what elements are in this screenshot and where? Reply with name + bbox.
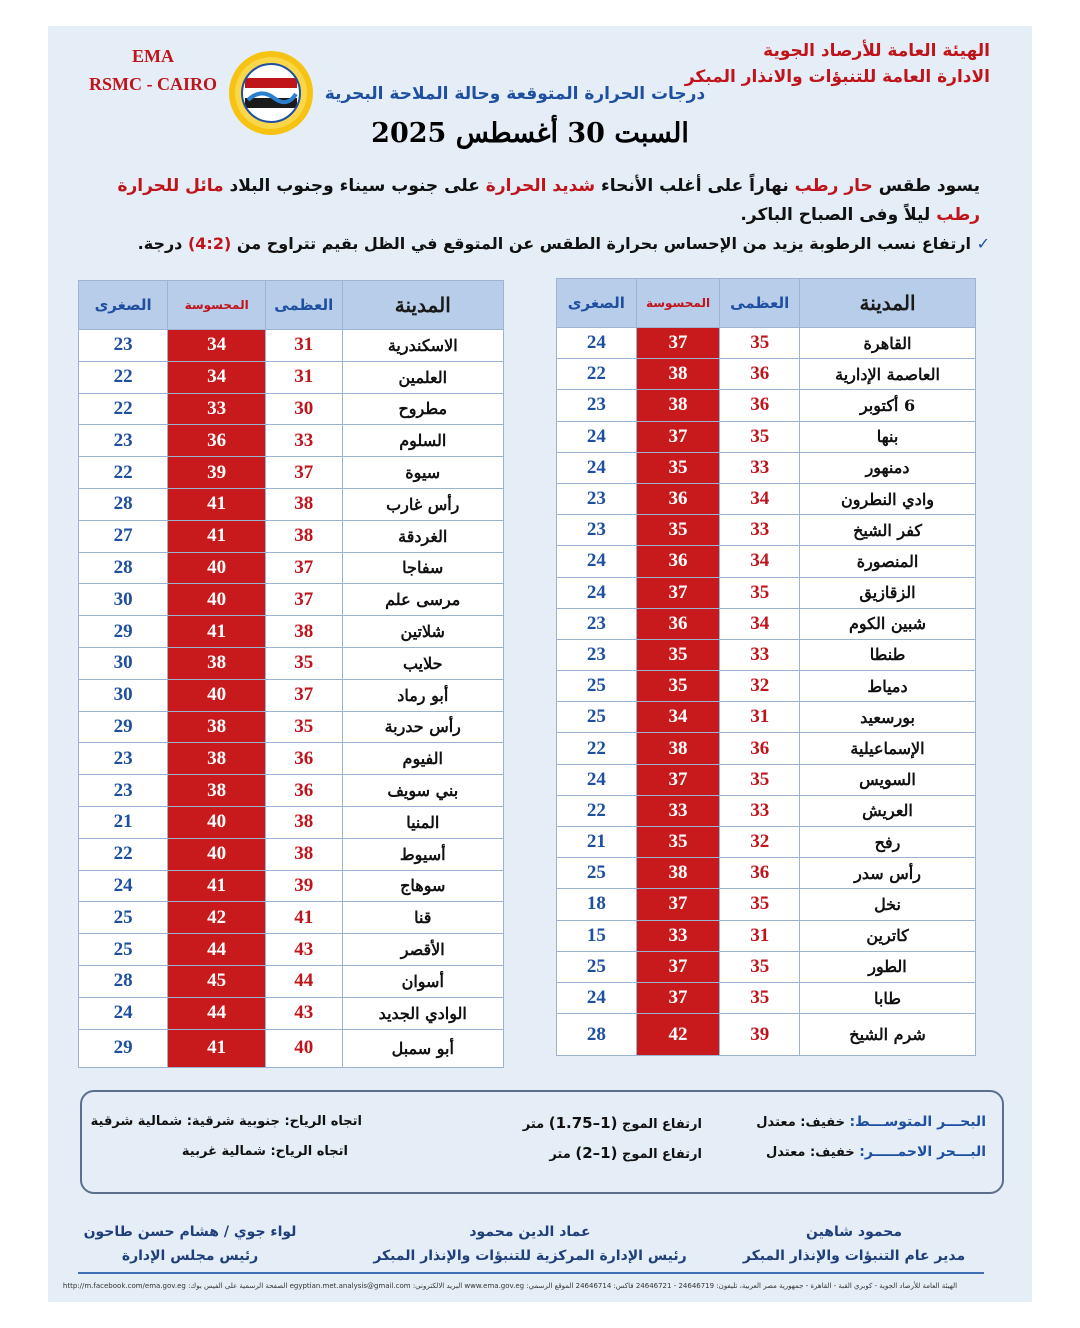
med-wave-unit: متر bbox=[522, 1117, 545, 1132]
max-temp-cell: 37 bbox=[266, 584, 343, 616]
feels-like-cell: 36 bbox=[636, 546, 720, 577]
max-temp-cell: 39 bbox=[720, 1014, 800, 1056]
red-wind: اتجاه الرياح: شمالية غربية bbox=[181, 1144, 348, 1159]
org-name bbox=[590, 38, 990, 90]
city-cell: بني سويف bbox=[342, 775, 504, 807]
city-cell: وادي النطرون bbox=[800, 483, 976, 514]
city-cell: نخل bbox=[800, 889, 976, 920]
min-temp-cell: 24 bbox=[557, 982, 637, 1013]
feels-like-cell: 35 bbox=[636, 639, 720, 670]
med-sea-name: البحـــر المتوســـط: bbox=[849, 1114, 986, 1130]
table-row bbox=[79, 1029, 504, 1067]
feels-like-cell: 37 bbox=[636, 982, 720, 1013]
max-temp-cell: 39 bbox=[266, 870, 343, 902]
signature-name: عماد الدين محمود bbox=[469, 1224, 591, 1240]
table-row bbox=[79, 393, 504, 425]
max-temp-cell: 33 bbox=[266, 425, 343, 457]
max-temp-cell: 38 bbox=[266, 488, 343, 520]
table-row bbox=[557, 515, 976, 546]
header-city: المدينة bbox=[342, 281, 504, 330]
note-text: درجة. bbox=[137, 234, 188, 253]
header-max: العظمى bbox=[266, 281, 343, 330]
table-row bbox=[79, 997, 504, 1029]
max-temp-cell: 35 bbox=[720, 328, 800, 359]
feels-like-cell: 44 bbox=[168, 934, 266, 966]
table-row bbox=[79, 520, 504, 552]
min-temp-cell: 24 bbox=[557, 546, 637, 577]
feels-like-cell: 37 bbox=[636, 764, 720, 795]
city-cell: الإسماعيلية bbox=[800, 733, 976, 764]
min-temp-cell: 28 bbox=[79, 488, 168, 520]
max-temp-cell: 36 bbox=[720, 733, 800, 764]
rsmc-center: RSMC - CAIRO bbox=[89, 74, 217, 94]
max-temp-cell: 36 bbox=[720, 359, 800, 390]
header-city: المدينة bbox=[800, 279, 976, 328]
feels-like-cell: 35 bbox=[636, 827, 720, 858]
min-temp-cell: 23 bbox=[79, 743, 168, 775]
max-temp-cell: 32 bbox=[720, 827, 800, 858]
feels-like-cell: 39 bbox=[168, 457, 266, 489]
min-temp-cell: 25 bbox=[557, 671, 637, 702]
header-max: العظمى bbox=[720, 279, 800, 328]
temperature-table-left bbox=[78, 280, 504, 1068]
city-cell: قنا bbox=[342, 902, 504, 934]
feels-like-cell: 40 bbox=[168, 552, 266, 584]
max-temp-cell: 31 bbox=[266, 330, 343, 362]
feels-like-cell: 34 bbox=[168, 330, 266, 362]
table-row bbox=[557, 390, 976, 421]
table-row bbox=[557, 982, 976, 1013]
table-header-row bbox=[79, 281, 504, 330]
feels-like-cell: 34 bbox=[168, 361, 266, 393]
table-row bbox=[79, 838, 504, 870]
min-temp-cell: 24 bbox=[79, 997, 168, 1029]
table-row bbox=[557, 577, 976, 608]
max-temp-cell: 31 bbox=[720, 702, 800, 733]
ema-logo-icon bbox=[226, 48, 316, 138]
min-temp-cell: 22 bbox=[79, 457, 168, 489]
table-header-row bbox=[557, 279, 976, 328]
table-row bbox=[557, 827, 976, 858]
feels-like-cell: 38 bbox=[168, 647, 266, 679]
min-temp-cell: 28 bbox=[79, 552, 168, 584]
table-row bbox=[79, 457, 504, 489]
feels-like-cell: 33 bbox=[636, 795, 720, 826]
max-temp-cell: 36 bbox=[266, 743, 343, 775]
city-cell: العاصمة الإدارية bbox=[800, 359, 976, 390]
max-temp-cell: 35 bbox=[720, 421, 800, 452]
city-cell: سفاجا bbox=[342, 552, 504, 584]
feels-like-cell: 33 bbox=[636, 920, 720, 951]
feels-like-cell: 35 bbox=[636, 452, 720, 483]
max-temp-cell: 38 bbox=[266, 520, 343, 552]
max-temp-cell: 34 bbox=[720, 483, 800, 514]
header-feels: المحسوسة bbox=[168, 281, 266, 330]
table-row bbox=[557, 702, 976, 733]
check-icon: ✓ bbox=[976, 234, 990, 253]
max-temp-cell: 35 bbox=[720, 764, 800, 795]
max-temp-cell: 33 bbox=[720, 452, 800, 483]
red-wave-unit: متر bbox=[549, 1147, 571, 1162]
table-row bbox=[557, 1014, 976, 1056]
city-cell: العريش bbox=[800, 795, 976, 826]
min-temp-cell: 24 bbox=[557, 577, 637, 608]
feels-like-cell: 38 bbox=[636, 359, 720, 390]
signature-title: رئيس مجلس الإدارة bbox=[121, 1248, 259, 1264]
red-wave bbox=[549, 1144, 702, 1162]
city-cell: القاهرة bbox=[800, 328, 976, 359]
city-cell: شرم الشيخ bbox=[800, 1014, 976, 1056]
table-row bbox=[79, 934, 504, 966]
table-row bbox=[79, 743, 504, 775]
min-temp-cell: 28 bbox=[557, 1014, 637, 1056]
city-cell: رفح bbox=[800, 827, 976, 858]
city-cell: رأس سدر bbox=[800, 858, 976, 889]
red-wave-label: ارتفاع الموج bbox=[621, 1147, 702, 1162]
feels-like-cell: 41 bbox=[168, 1029, 266, 1067]
feels-like-cell: 36 bbox=[168, 425, 266, 457]
max-temp-cell: 35 bbox=[720, 951, 800, 982]
feels-like-cell: 40 bbox=[168, 679, 266, 711]
feels-like-cell: 35 bbox=[636, 671, 720, 702]
city-cell: المنيا bbox=[342, 806, 504, 838]
city-cell: الطور bbox=[800, 951, 976, 982]
city-cell: أسيوط bbox=[342, 838, 504, 870]
city-cell: الأقصر bbox=[342, 934, 504, 966]
city-cell: رأس غارب bbox=[342, 488, 504, 520]
min-temp-cell: 21 bbox=[557, 827, 637, 858]
weather-summary bbox=[100, 172, 980, 230]
max-temp-cell: 30 bbox=[266, 393, 343, 425]
org-name-line1: الهيئة العامة للأرصاد الجوية bbox=[763, 41, 990, 61]
feels-like-cell: 42 bbox=[168, 902, 266, 934]
min-temp-cell: 23 bbox=[557, 639, 637, 670]
summary-highlight: شديد الحرارة bbox=[485, 176, 596, 196]
max-temp-cell: 40 bbox=[266, 1029, 343, 1067]
table-row bbox=[557, 795, 976, 826]
min-temp-cell: 30 bbox=[79, 647, 168, 679]
table-row bbox=[79, 330, 504, 362]
ema-label bbox=[58, 42, 248, 98]
city-cell: شبين الكوم bbox=[800, 608, 976, 639]
min-temp-cell: 29 bbox=[79, 1029, 168, 1067]
table-row bbox=[557, 951, 976, 982]
table-row bbox=[79, 679, 504, 711]
table-row bbox=[79, 425, 504, 457]
table-row bbox=[557, 328, 976, 359]
table-row bbox=[79, 616, 504, 648]
red-wave-value: (1–2) bbox=[575, 1144, 618, 1162]
table-row bbox=[79, 870, 504, 902]
max-temp-cell: 35 bbox=[720, 889, 800, 920]
table-row bbox=[557, 920, 976, 951]
table-row bbox=[557, 858, 976, 889]
max-temp-cell: 38 bbox=[266, 616, 343, 648]
signature-central-director bbox=[370, 1220, 690, 1268]
min-temp-cell: 30 bbox=[79, 584, 168, 616]
feels-like-cell: 36 bbox=[636, 483, 720, 514]
table-row bbox=[557, 608, 976, 639]
min-temp-cell: 23 bbox=[79, 425, 168, 457]
note-range: (4:2) bbox=[187, 234, 232, 253]
max-temp-cell: 33 bbox=[720, 515, 800, 546]
max-temp-cell: 32 bbox=[720, 671, 800, 702]
max-temp-cell: 36 bbox=[266, 775, 343, 807]
min-temp-cell: 24 bbox=[557, 452, 637, 483]
table-row bbox=[557, 359, 976, 390]
humidity-note bbox=[100, 234, 990, 253]
max-temp-cell: 43 bbox=[266, 997, 343, 1029]
max-temp-cell: 41 bbox=[266, 902, 343, 934]
city-cell: سيوة bbox=[342, 457, 504, 489]
city-cell: طابا bbox=[800, 982, 976, 1013]
feels-like-cell: 38 bbox=[168, 743, 266, 775]
feels-like-cell: 41 bbox=[168, 616, 266, 648]
feels-like-cell: 38 bbox=[636, 390, 720, 421]
city-cell: السلوم bbox=[342, 425, 504, 457]
feels-like-cell: 36 bbox=[636, 608, 720, 639]
min-temp-cell: 22 bbox=[557, 733, 637, 764]
feels-like-cell: 37 bbox=[636, 951, 720, 982]
footer-contact: الهيئة العامة للأرصاد الجوية - كوبري القبة - القاهرة - جمهورية مصر العربية، تليفون: 24646719 - 24646721 فاكس: 24646714 الموقع الرسمي: www.ema.gov.eg البريد الالكتروني: egyptian.met.analysis@gmail.com الصفحة الرسمية على الفيس بوك: http://m.facebook.com/ema.gov.eg bbox=[62, 1282, 958, 1290]
max-temp-cell: 34 bbox=[720, 546, 800, 577]
city-cell: أبو سمبل bbox=[342, 1029, 504, 1067]
table-row bbox=[79, 806, 504, 838]
max-temp-cell: 35 bbox=[720, 982, 800, 1013]
city-cell: أبو رماد bbox=[342, 679, 504, 711]
table-row bbox=[557, 671, 976, 702]
min-temp-cell: 23 bbox=[557, 483, 637, 514]
city-cell: العلمين bbox=[342, 361, 504, 393]
feels-like-cell: 33 bbox=[168, 393, 266, 425]
header-feels: المحسوسة bbox=[636, 279, 720, 328]
table-row bbox=[79, 361, 504, 393]
city-cell: الوادي الجديد bbox=[342, 997, 504, 1029]
city-cell: الزقازيق bbox=[800, 577, 976, 608]
min-temp-cell: 29 bbox=[79, 711, 168, 743]
table-row bbox=[557, 483, 976, 514]
feels-like-cell: 41 bbox=[168, 870, 266, 902]
min-temp-cell: 30 bbox=[79, 679, 168, 711]
max-temp-cell: 34 bbox=[720, 608, 800, 639]
med-sea-state bbox=[756, 1114, 986, 1130]
table-row bbox=[557, 764, 976, 795]
footer-divider bbox=[78, 1272, 984, 1274]
max-temp-cell: 35 bbox=[720, 577, 800, 608]
max-temp-cell: 31 bbox=[266, 361, 343, 393]
table-row bbox=[79, 552, 504, 584]
summary-part: على جنوب سيناء وجنوب البلاد bbox=[223, 176, 486, 196]
table-row bbox=[557, 421, 976, 452]
summary-part: ليلاً وفى الصباح الباكر. bbox=[740, 205, 937, 225]
city-cell: الغردقة bbox=[342, 520, 504, 552]
feels-like-cell: 45 bbox=[168, 965, 266, 997]
city-cell: دمياط bbox=[800, 671, 976, 702]
max-temp-cell: 38 bbox=[266, 838, 343, 870]
feels-like-cell: 38 bbox=[636, 733, 720, 764]
feels-like-cell: 38 bbox=[636, 858, 720, 889]
table-row bbox=[79, 775, 504, 807]
table-row bbox=[557, 733, 976, 764]
red-sea-condition: خفيف: معتدل bbox=[766, 1145, 855, 1160]
city-cell: شلاتين bbox=[342, 616, 504, 648]
feels-like-cell: 35 bbox=[636, 515, 720, 546]
max-temp-cell: 33 bbox=[720, 639, 800, 670]
min-temp-cell: 24 bbox=[557, 421, 637, 452]
signature-name: محمود شاهين bbox=[805, 1224, 903, 1240]
min-temp-cell: 18 bbox=[557, 889, 637, 920]
summary-part: نهاراً على أغلب الأنحاء bbox=[595, 176, 795, 196]
org-short: EMA bbox=[132, 46, 174, 66]
city-cell: أسوان bbox=[342, 965, 504, 997]
table-row bbox=[79, 965, 504, 997]
bulletin-date: السبت 30 أغسطس 2025 bbox=[371, 118, 689, 149]
red-sea-state bbox=[766, 1144, 986, 1160]
min-temp-cell: 23 bbox=[557, 390, 637, 421]
med-wave-label: ارتفاع الموج bbox=[621, 1117, 702, 1132]
min-temp-cell: 22 bbox=[557, 359, 637, 390]
temperature-table-right bbox=[556, 278, 976, 1056]
min-temp-cell: 23 bbox=[557, 608, 637, 639]
max-temp-cell: 37 bbox=[266, 552, 343, 584]
marine-box bbox=[80, 1090, 1004, 1194]
table-row bbox=[557, 546, 976, 577]
feels-like-cell: 41 bbox=[168, 488, 266, 520]
table-row bbox=[557, 889, 976, 920]
min-temp-cell: 21 bbox=[79, 806, 168, 838]
signature-name: لواء جوي / هشام حسن طاحون bbox=[83, 1224, 297, 1240]
max-temp-cell: 36 bbox=[720, 390, 800, 421]
max-temp-cell: 44 bbox=[266, 965, 343, 997]
max-temp-cell: 37 bbox=[266, 457, 343, 489]
max-temp-cell: 37 bbox=[266, 679, 343, 711]
city-cell: الفيوم bbox=[342, 743, 504, 775]
feels-like-cell: 40 bbox=[168, 584, 266, 616]
city-cell: مرسى علم bbox=[342, 584, 504, 616]
max-temp-cell: 33 bbox=[720, 795, 800, 826]
header-min: الصغرى bbox=[557, 279, 637, 328]
max-temp-cell: 31 bbox=[720, 920, 800, 951]
min-temp-cell: 23 bbox=[557, 515, 637, 546]
min-temp-cell: 22 bbox=[79, 838, 168, 870]
med-sea-condition: خفيف: معتدل bbox=[756, 1115, 846, 1130]
header-min: الصغرى bbox=[79, 281, 168, 330]
note-text: ارتفاع نسب الرطوبة يزيد من الإحساس بحرارة الطقس عن المتوقع في الظل بقيم تتراوح من bbox=[231, 234, 977, 253]
feels-like-cell: 44 bbox=[168, 997, 266, 1029]
city-cell: دمنهور bbox=[800, 452, 976, 483]
max-temp-cell: 35 bbox=[266, 711, 343, 743]
med-wave-value: (1–1.75) bbox=[548, 1114, 618, 1132]
max-temp-cell: 35 bbox=[266, 647, 343, 679]
table-row bbox=[557, 639, 976, 670]
min-temp-cell: 22 bbox=[557, 795, 637, 826]
min-temp-cell: 25 bbox=[79, 934, 168, 966]
min-temp-cell: 27 bbox=[79, 520, 168, 552]
city-cell: 6 أكتوبر bbox=[800, 390, 976, 421]
med-wave bbox=[523, 1114, 702, 1132]
feels-like-cell: 34 bbox=[636, 702, 720, 733]
feels-like-cell: 38 bbox=[168, 711, 266, 743]
signature-title: مدير عام التنبؤات والإنذار المبكر bbox=[742, 1248, 966, 1264]
city-cell: سوهاج bbox=[342, 870, 504, 902]
table-row bbox=[557, 452, 976, 483]
city-cell: حلايب bbox=[342, 647, 504, 679]
city-cell: الاسكندرية bbox=[342, 330, 504, 362]
table-row bbox=[79, 647, 504, 679]
city-cell: بورسعيد bbox=[800, 702, 976, 733]
min-temp-cell: 25 bbox=[557, 858, 637, 889]
min-temp-cell: 25 bbox=[557, 702, 637, 733]
min-temp-cell: 24 bbox=[557, 328, 637, 359]
city-cell: مطروح bbox=[342, 393, 504, 425]
city-cell: السويس bbox=[800, 764, 976, 795]
feels-like-cell: 37 bbox=[636, 421, 720, 452]
max-temp-cell: 43 bbox=[266, 934, 343, 966]
feels-like-cell: 40 bbox=[168, 806, 266, 838]
table-row bbox=[79, 488, 504, 520]
min-temp-cell: 24 bbox=[557, 764, 637, 795]
feels-like-cell: 37 bbox=[636, 577, 720, 608]
feels-like-cell: 42 bbox=[636, 1014, 720, 1056]
max-temp-cell: 36 bbox=[720, 858, 800, 889]
table-row bbox=[79, 902, 504, 934]
summary-highlight: مائل للحرارة رطب bbox=[117, 176, 980, 225]
signature-chairman bbox=[80, 1220, 300, 1268]
city-cell: المنصورة bbox=[800, 546, 976, 577]
feels-like-cell: 37 bbox=[636, 328, 720, 359]
min-temp-cell: 15 bbox=[557, 920, 637, 951]
org-name-line2: الادارة العامة للتنبؤات والانذار المبكر bbox=[684, 67, 990, 87]
min-temp-cell: 28 bbox=[79, 965, 168, 997]
city-cell: بنها bbox=[800, 421, 976, 452]
city-cell: كفر الشيخ bbox=[800, 515, 976, 546]
min-temp-cell: 22 bbox=[79, 361, 168, 393]
min-temp-cell: 23 bbox=[79, 775, 168, 807]
city-cell: رأس حدربة bbox=[342, 711, 504, 743]
med-wind: اتجاه الرياح: جنوبية شرقية: شمالية شرقية bbox=[90, 1114, 362, 1129]
signature-forecast-director bbox=[724, 1220, 984, 1268]
summary-part: يسود طقس bbox=[872, 176, 980, 196]
feels-like-cell: 37 bbox=[636, 889, 720, 920]
min-temp-cell: 24 bbox=[79, 870, 168, 902]
min-temp-cell: 29 bbox=[79, 616, 168, 648]
table-row bbox=[79, 584, 504, 616]
city-cell: طنطا bbox=[800, 639, 976, 670]
min-temp-cell: 23 bbox=[79, 330, 168, 362]
table-row bbox=[79, 711, 504, 743]
signature-title: رئيس الإدارة المركزية للتنبؤات والإنذار المبكر bbox=[373, 1248, 687, 1264]
min-temp-cell: 25 bbox=[79, 902, 168, 934]
min-temp-cell: 22 bbox=[79, 393, 168, 425]
feels-like-cell: 41 bbox=[168, 520, 266, 552]
max-temp-cell: 38 bbox=[266, 806, 343, 838]
feels-like-cell: 38 bbox=[168, 775, 266, 807]
bulletin-subtitle: درجات الحرارة المتوقعة وحالة الملاحة البحرية bbox=[324, 84, 706, 104]
red-sea-name: البـــحر الاحمـــــر: bbox=[859, 1144, 986, 1160]
city-cell: كاترين bbox=[800, 920, 976, 951]
feels-like-cell: 40 bbox=[168, 838, 266, 870]
min-temp-cell: 25 bbox=[557, 951, 637, 982]
summary-highlight: حار رطب bbox=[794, 176, 873, 196]
